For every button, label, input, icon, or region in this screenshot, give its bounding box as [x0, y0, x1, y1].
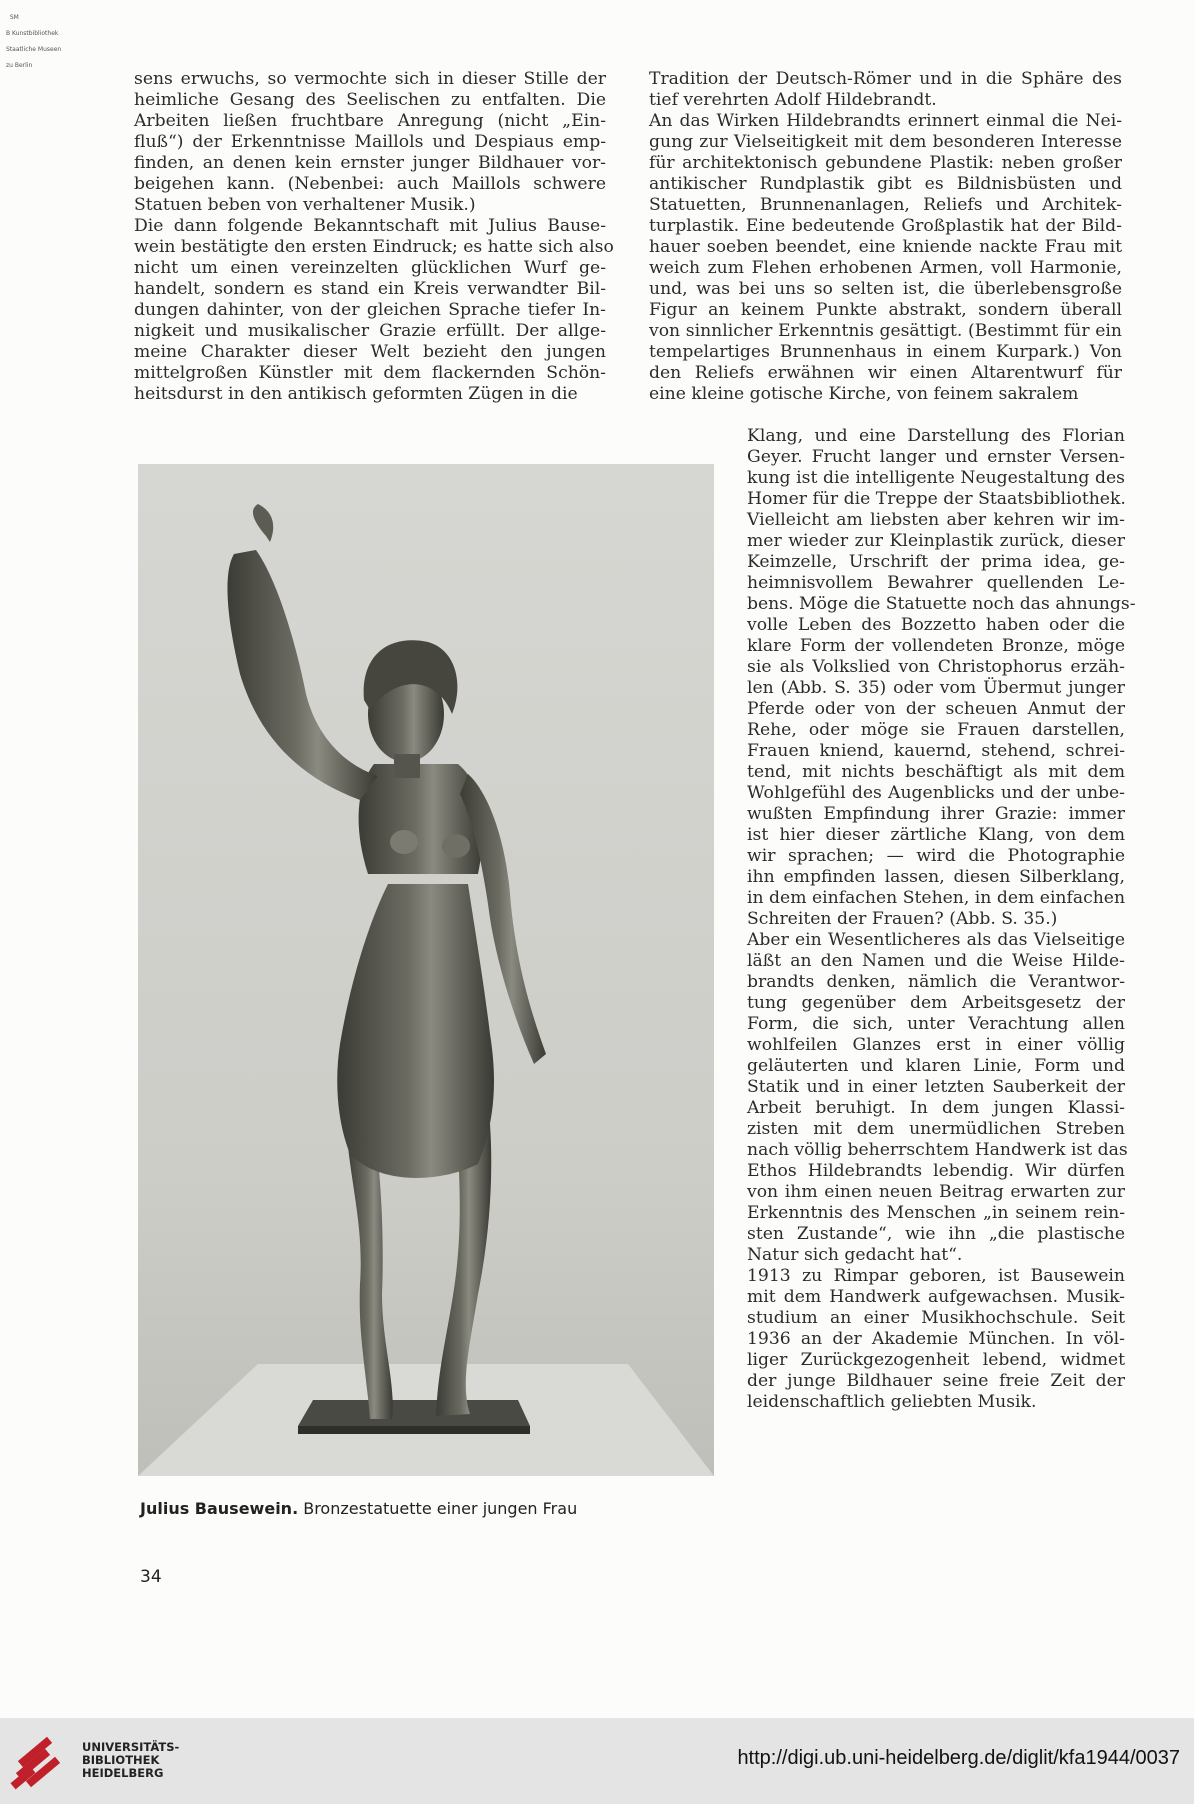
text-line: beigehen kann. (Nebenbei: auch Maillols schwere	[134, 174, 606, 194]
text-line: und, was bei uns so selten ist, die überlebensgroße	[649, 279, 1122, 299]
text-line: in dem einfachen Stehen, in dem einfachen	[747, 888, 1126, 908]
text-line: heitsdurst in den antikisch geformten Zügen in die	[134, 384, 578, 404]
logo-line: HEIDELBERG	[82, 1766, 164, 1780]
text-line: Keimzelle, Urschrift der prima idea, ge-	[747, 552, 1125, 572]
text-line: handelt, sondern es stand ein Kreis verwandter Bil-	[134, 279, 606, 299]
text-line: Statik und in einer letzten Sauberkeit der	[747, 1077, 1125, 1097]
text-line: Rehe, oder möge sie Frauen darstellen,	[747, 720, 1125, 740]
text-line: Statuetten, Brunnenanlagen, Reliefs und Architek-	[649, 195, 1122, 215]
right-column-bottom-text	[747, 426, 1136, 1413]
text-line: studium an einer Musikhochschule. Seit	[747, 1308, 1125, 1328]
text-line: Statuen beben von verhaltener Musik.)	[134, 195, 476, 215]
text-line: heimnisvollem Bewahrer quellenden Le-	[747, 573, 1125, 593]
text-line: gung zur Vielseitigkeit mit dem besonderen Interesse	[649, 132, 1122, 152]
source-url-link[interactable]: http://digi.ub.uni-heidelberg.de/diglit/kfa1944/0037	[737, 1747, 1180, 1769]
text-line: Figur an keinem Punkte abstrakt, sondern überall	[649, 300, 1122, 320]
text-line: ist hier dieser zärtliche Klang, von dem	[747, 825, 1125, 845]
text-line: meine Charakter dieser Welt bezieht den jungen	[134, 342, 606, 362]
text-line: Tradition der Deutsch-Römer und in die Sphäre des	[649, 69, 1122, 89]
text-line: ihn empfinden lassen, diesen Silberklang,	[747, 867, 1125, 887]
text-line: An das Wirken Hildebrandts erinnert einmal die Nei-	[649, 111, 1122, 131]
text-line: zisten mit dem unermüdlichen Streben	[747, 1119, 1125, 1139]
text-line: Frauen kniend, kauernd, stehend, schrei-	[747, 741, 1125, 761]
text-line: weich zum Flehen erhobenen Armen, voll Harmonie,	[649, 258, 1122, 278]
text-line: klare Form der vollendeten Bronze, möge	[747, 636, 1125, 656]
text-line: tempelartiges Brunnenhaus in einem Kurpark.) Von	[649, 342, 1122, 362]
library-name	[82, 1741, 179, 1780]
bronze-statuette-image	[138, 464, 714, 1476]
text-line: tend, mit nichts beschäftigt als mit dem	[747, 762, 1125, 782]
text-line: heimliche Gesang des Seelischen zu entfalten. Die	[134, 90, 606, 110]
figure-caption	[140, 1499, 577, 1518]
text-line: Arbeiten ließen fruchtbare Anregung (nicht „Ein-	[134, 111, 606, 131]
text-line: läßt an den Namen und die Weise Hilde-	[747, 951, 1125, 971]
text-line: Homer für die Treppe der Staatsbibliothek.	[747, 489, 1126, 509]
text-line: wohlfeilen Glanzes erst in einer völlig	[747, 1035, 1125, 1055]
text-line: sens erwuchs, so vermochte sich in dieser Stille der	[134, 69, 606, 89]
text-line: kung ist die intelligente Neugestaltung des	[747, 468, 1125, 488]
text-line: eine kleine gotische Kirche, von feinem sakralem	[649, 384, 1079, 404]
left-column-text	[134, 69, 614, 405]
text-line: mit dem Handwerk aufgewachsen. Musik-	[747, 1287, 1125, 1307]
text-line: wein bestätigte den ersten Eindruck; es hatte sich also	[134, 237, 614, 257]
text-line: den Reliefs erwähnen wir einen Altarentwurf für	[649, 363, 1122, 383]
text-line: mer wieder zur Kleinplastik zurück, dieser	[747, 531, 1125, 551]
stamp-line: zu Berlin	[6, 62, 33, 69]
text-line: Erkenntnis des Menschen „in seinem rein-	[747, 1203, 1125, 1223]
text-line: turplastik. Eine bedeutende Großplastik hat der Bild-	[649, 216, 1122, 236]
text-line: nicht um einen vereinzelten glücklichen Wurf ge-	[134, 258, 606, 278]
text-line: 1936 an der Akademie München. In völ-	[747, 1329, 1125, 1349]
text-line: geläuterten und klaren Linie, Form und	[747, 1056, 1125, 1076]
text-line: sten Zustande“, wie ihn „die plastische	[747, 1224, 1125, 1244]
text-line: Aber ein Wesentlicheres als das Vielseitige	[747, 930, 1125, 950]
text-line: Schreiten der Frauen? (Abb. S. 35.)	[747, 909, 1058, 929]
text-line: Geyer. Frucht langer und ernster Versen-	[747, 447, 1125, 467]
text-line: der junge Bildhauer seine freie Zeit der	[747, 1371, 1125, 1391]
text-line: bens. Möge die Statuette noch das ahnungs-	[747, 594, 1136, 614]
stamp-line: Staatliche Museen	[6, 46, 62, 53]
logo-line: UNIVERSITÄTS-	[82, 1740, 180, 1754]
text-line: Form, die sich, unter Verachtung allen	[747, 1014, 1125, 1034]
text-line: Klang, und eine Darstellung des Florian	[747, 426, 1125, 446]
text-line: von ihm einen neuen Beitrag erwarten zur	[747, 1182, 1125, 1202]
text-line: Vielleicht am liebsten aber kehren wir im-	[747, 510, 1125, 530]
text-line: von sinnlicher Erkenntnis gesättigt. (Bestimmt für ein	[649, 321, 1122, 341]
text-line: nach völlig beherrschtem Handwerk ist das	[747, 1140, 1128, 1160]
caption-text: Bronzestatuette einer jungen Frau	[298, 1499, 578, 1518]
text-line: tief verehrten Adolf Hildebrandt.	[649, 90, 937, 110]
text-line: Arbeit beruhigt. In dem jungen Klassi-	[747, 1098, 1125, 1118]
logo-line: BIBLIOTHEK	[82, 1753, 160, 1767]
text-line: hauer soeben beendet, eine kniende nackte Frau mit	[649, 237, 1122, 257]
text-line: wußten Empfindung ihrer Grazie: immer	[747, 804, 1125, 824]
text-line: nigkeit und musikalischer Grazie erfüllt. Der allge-	[134, 321, 606, 341]
right-column-top-text	[649, 69, 1122, 405]
text-line: len (Abb. S. 35) oder vom Übermut junger	[747, 678, 1125, 698]
text-line: mittelgroßen Künstler mit dem flackernden Schön-	[134, 363, 606, 383]
page-number: 34	[140, 1567, 162, 1587]
text-line: Ethos Hildebrandts lebendig. Wir dürfen	[747, 1161, 1125, 1181]
text-line: sie als Volkslied von Christophorus erzäh-	[747, 657, 1125, 677]
text-line: tung gegenüber dem Arbeitsgesetz der	[747, 993, 1125, 1013]
text-line: Pferde oder von der scheuen Anmut der	[747, 699, 1125, 719]
footer-bar	[0, 1718, 1194, 1804]
text-line: Wohlgefühl des Augenblicks und der unbe-	[747, 783, 1125, 803]
text-line: für architektonisch gebundene Plastik: neben großer	[649, 153, 1122, 173]
statue-photograph	[138, 464, 714, 1476]
text-line: volle Leben des Bozzetto haben oder die	[747, 615, 1125, 635]
text-line: fluß“) der Erkenntnisse Maillols und Despiaus emp-	[134, 132, 606, 152]
text-line: antikischer Rundplastik gibt es Bildnisbüsten und	[649, 174, 1122, 194]
library-emblem-icon	[10, 1732, 74, 1790]
caption-author: Julius Bausewein.	[140, 1499, 299, 1518]
text-line: brandts denken, nämlich die Verantwor-	[747, 972, 1125, 992]
text-line: leidenschaftlich geliebten Musik.	[747, 1392, 1037, 1412]
text-line: Die dann folgende Bekanntschaft mit Julius Bause-	[134, 216, 606, 236]
stamp-line: B Kunstbibliothek	[6, 30, 59, 37]
text-line: wir sprachen; — wird die Photographie	[747, 846, 1125, 866]
library-stamp	[6, 6, 61, 70]
text-line: liger Zurückgezogenheit lebend, widmet	[747, 1350, 1125, 1370]
university-library-logo	[10, 1732, 180, 1790]
text-line: finden, an denen kein ernster junger Bildhauer vor-	[134, 153, 606, 173]
text-line: 1913 zu Rimpar geboren, ist Bausewein	[747, 1266, 1125, 1286]
text-line: dungen dahinter, von der gleichen Sprache tiefer In-	[134, 300, 606, 320]
stamp-line: SM	[9, 14, 19, 21]
text-line: Natur sich gedacht hat“.	[747, 1245, 963, 1265]
